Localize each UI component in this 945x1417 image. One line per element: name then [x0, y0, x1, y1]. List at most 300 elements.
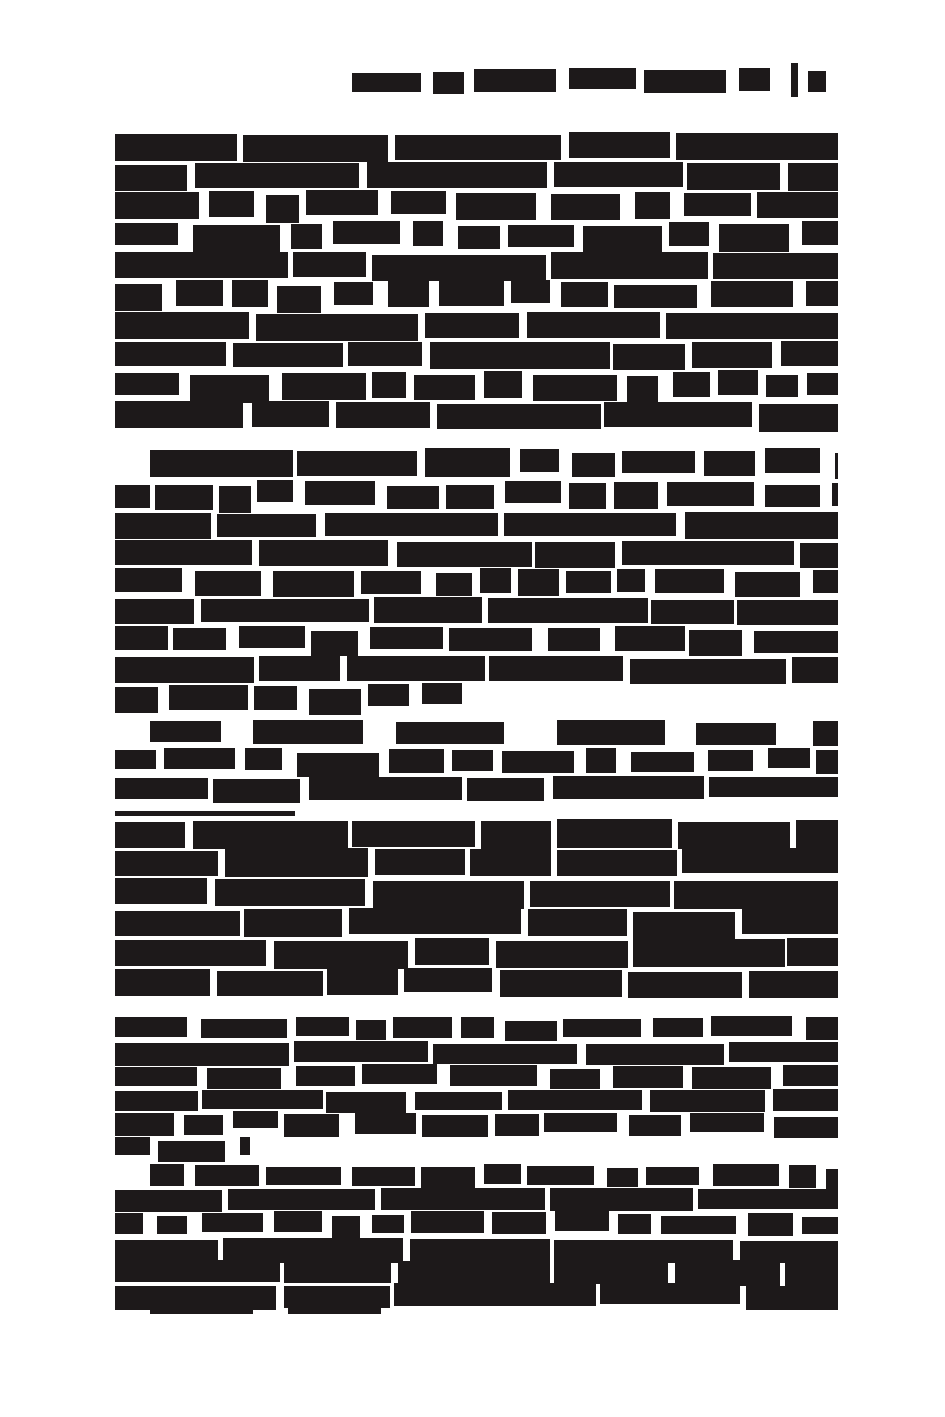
ink-segment	[373, 881, 524, 909]
ink-segment	[150, 450, 293, 477]
ink-segment	[684, 193, 751, 216]
ink-segment	[296, 1017, 349, 1036]
ink-segment	[334, 282, 373, 305]
ink-segment	[600, 1283, 740, 1304]
ink-segment	[673, 372, 710, 397]
body-paragraph-1-line-3	[115, 189, 838, 222]
ink-segment	[629, 1115, 681, 1136]
ink-segment	[685, 512, 838, 539]
ink-segment	[527, 312, 660, 338]
ink-segment	[508, 225, 574, 247]
ink-segment	[397, 542, 532, 567]
ink-segment	[327, 969, 398, 995]
ink-segment	[347, 656, 485, 681]
footnote-block-1-line-4	[115, 906, 838, 940]
ink-segment	[528, 909, 627, 936]
ink-segment	[631, 752, 694, 772]
ink-segment	[433, 1044, 577, 1064]
ink-segment	[297, 451, 417, 476]
ink-segment	[293, 252, 366, 277]
ink-segment	[244, 909, 342, 937]
ink-segment	[676, 133, 838, 160]
ink-segment	[115, 851, 218, 876]
ink-segment	[791, 63, 798, 97]
ink-segment	[614, 285, 697, 308]
ink-segment	[372, 372, 406, 398]
ink-segment	[551, 194, 620, 220]
header-divider-line-1	[791, 59, 798, 101]
ink-segment	[195, 571, 261, 596]
ink-segment	[422, 683, 462, 704]
page-number-line-1	[808, 67, 826, 96]
ink-segment	[768, 748, 810, 768]
ink-segment	[257, 480, 293, 502]
ink-segment	[422, 1115, 488, 1137]
ink-segment	[115, 342, 226, 366]
ink-segment	[282, 373, 366, 400]
ink-segment	[361, 571, 421, 594]
ink-segment	[115, 373, 179, 395]
ink-segment	[711, 1016, 792, 1036]
ink-segment	[355, 1113, 416, 1134]
ink-segment	[502, 751, 574, 773]
ink-segment	[240, 1137, 250, 1155]
ink-segment	[496, 941, 628, 968]
ink-segment	[757, 192, 838, 218]
body-paragraph-1-line-8	[115, 339, 838, 373]
body-paragraph-1-line-10	[115, 399, 838, 434]
ink-segment	[266, 1167, 341, 1185]
ink-segment	[789, 1165, 816, 1188]
ink-segment	[115, 1113, 174, 1136]
ink-segment	[480, 568, 511, 593]
ink-segment	[555, 1211, 609, 1231]
ink-segment	[802, 1217, 838, 1234]
ink-segment	[737, 600, 838, 625]
ink-segment	[788, 163, 838, 191]
ink-segment	[333, 221, 400, 244]
ink-segment	[115, 1137, 150, 1155]
ink-segment	[607, 1168, 638, 1187]
ink-segment	[692, 342, 772, 368]
ink-segment	[233, 1111, 278, 1128]
ink-segment	[176, 280, 223, 306]
ink-segment	[633, 912, 735, 939]
ink-segment	[115, 1190, 222, 1212]
ink-segment	[421, 1167, 475, 1188]
ink-segment	[425, 448, 510, 477]
ink-segment	[309, 689, 361, 715]
ink-segment	[193, 225, 280, 252]
ink-segment	[655, 569, 724, 593]
ink-segment	[808, 71, 826, 92]
ink-segment	[115, 969, 210, 996]
ink-segment	[646, 1167, 699, 1185]
body-paragraph-2-line-8	[115, 682, 462, 713]
ink-segment	[746, 1286, 838, 1310]
ink-segment	[273, 571, 354, 597]
ink-segment	[806, 281, 838, 306]
ink-segment	[739, 68, 770, 91]
ink-segment	[202, 1090, 323, 1109]
ink-segment	[305, 481, 375, 505]
ink-segment	[437, 404, 601, 429]
ink-segment	[201, 1019, 287, 1038]
ink-segment	[530, 881, 670, 907]
ink-segment	[650, 1090, 765, 1112]
ink-segment	[748, 1213, 793, 1236]
footnote-block-4-line-3	[115, 1210, 838, 1238]
ink-segment	[396, 722, 504, 744]
ink-segment	[586, 748, 616, 773]
ink-segment	[489, 656, 623, 681]
ink-segment	[115, 657, 254, 683]
ink-segment	[807, 373, 838, 395]
ink-segment	[813, 721, 838, 746]
ink-segment	[439, 281, 504, 306]
body-paragraph-1-line-4	[115, 219, 838, 252]
ink-segment	[458, 226, 500, 249]
ink-segment	[774, 1117, 838, 1138]
ink-segment	[766, 375, 798, 397]
ink-segment	[389, 749, 444, 773]
ink-segment	[232, 280, 268, 307]
ink-segment	[835, 453, 838, 479]
ink-segment	[245, 748, 282, 770]
ink-segment	[395, 135, 561, 160]
ink-segment	[614, 482, 658, 509]
ink-segment	[158, 1141, 225, 1162]
ink-segment	[115, 778, 208, 799]
ink-segment	[618, 1214, 651, 1234]
ink-segment	[613, 1066, 683, 1088]
ink-segment	[500, 970, 622, 997]
ink-segment	[436, 573, 472, 596]
ink-segment	[557, 850, 677, 876]
ink-segment	[225, 848, 368, 877]
ink-segment	[309, 777, 462, 800]
ink-segment	[381, 1188, 545, 1210]
body-paragraph-1-line-6	[115, 279, 838, 312]
ink-segment	[150, 1305, 253, 1314]
ink-segment	[781, 341, 838, 366]
body-paragraph-1-line-9	[115, 369, 838, 402]
ink-segment	[548, 628, 600, 651]
ink-segment	[254, 686, 297, 710]
ink-segment	[796, 820, 838, 848]
ink-segment	[450, 1065, 537, 1086]
ink-segment	[449, 628, 532, 651]
ink-segment	[729, 1042, 838, 1062]
ink-segment	[765, 448, 820, 473]
ink-segment	[713, 253, 838, 279]
ink-segment	[749, 971, 838, 998]
ink-segment	[617, 569, 645, 592]
ink-segment	[433, 72, 464, 94]
ink-segment	[259, 656, 340, 681]
ink-segment	[115, 540, 252, 565]
ink-segment	[404, 968, 492, 992]
ink-segment	[569, 483, 606, 509]
ink-segment	[173, 628, 226, 650]
ink-segment	[474, 69, 556, 92]
ink-segment	[520, 449, 559, 472]
ink-segment	[372, 255, 546, 281]
ink-segment	[554, 162, 683, 187]
ink-segment	[704, 451, 755, 476]
ink-segment	[115, 1017, 187, 1037]
ink-segment	[630, 659, 786, 684]
body-paragraph-2-line-4	[115, 566, 838, 598]
ink-segment	[415, 938, 489, 965]
ink-segment	[696, 723, 776, 745]
ink-segment	[633, 939, 785, 967]
ink-segment	[374, 597, 482, 623]
ink-segment	[615, 626, 685, 651]
ink-segment	[773, 1089, 838, 1111]
ink-segment	[687, 163, 780, 190]
ink-segment	[557, 819, 672, 848]
ink-segment	[367, 162, 547, 188]
ink-segment	[622, 541, 794, 565]
ink-segment	[488, 598, 648, 623]
ink-segment	[667, 482, 754, 506]
ink-segment	[735, 572, 800, 597]
ink-segment	[813, 570, 838, 593]
ink-segment	[195, 163, 359, 188]
ink-segment	[115, 513, 211, 539]
ink-segment	[169, 685, 248, 710]
ink-segment	[470, 849, 551, 876]
ink-segment	[783, 1065, 838, 1086]
ink-segment	[352, 1167, 415, 1186]
ink-segment	[325, 513, 498, 536]
ink-segment	[202, 1213, 263, 1232]
ink-segment	[759, 404, 838, 432]
ink-segment	[213, 779, 300, 803]
ink-segment	[115, 401, 243, 428]
ink-segment	[572, 453, 615, 477]
ink-segment	[115, 312, 249, 339]
ink-segment	[527, 1166, 594, 1185]
ink-segment	[787, 938, 838, 966]
ink-segment	[336, 402, 430, 428]
ink-segment	[228, 1189, 375, 1210]
ink-segment	[201, 599, 369, 622]
ink-segment	[296, 1066, 355, 1086]
ink-segment	[698, 1189, 838, 1209]
ink-segment	[387, 486, 439, 509]
ink-segment	[115, 284, 162, 311]
ink-segment	[511, 280, 550, 303]
ink-segment	[430, 342, 610, 369]
ink-segment	[348, 342, 422, 366]
ink-segment	[802, 221, 838, 245]
ink-segment	[644, 70, 726, 93]
ink-segment	[690, 1113, 764, 1132]
ink-segment	[332, 1216, 360, 1238]
ink-segment	[569, 68, 636, 89]
ink-segment	[294, 1041, 428, 1062]
ink-segment	[115, 822, 185, 848]
ink-segment	[661, 1216, 736, 1234]
ink-segment	[157, 1216, 187, 1234]
ink-segment	[115, 192, 199, 219]
ink-segment	[115, 568, 182, 592]
ink-segment	[411, 1211, 484, 1233]
ink-segment	[217, 514, 316, 537]
ink-segment	[533, 375, 617, 401]
ink-segment	[115, 165, 187, 191]
ink-segment	[622, 451, 695, 473]
ink-segment	[394, 1283, 596, 1306]
ink-segment	[467, 778, 544, 801]
ink-segment	[604, 402, 752, 427]
ink-segment	[425, 313, 519, 338]
ink-segment	[209, 191, 254, 217]
ink-segment	[719, 224, 789, 252]
footnote-block-5-line-4	[150, 1300, 420, 1318]
ink-segment	[651, 600, 734, 624]
body-paragraph-3-line-2	[115, 746, 838, 776]
ink-segment	[456, 193, 536, 220]
body-paragraph-1-line-5	[115, 249, 838, 283]
ink-segment	[193, 821, 348, 849]
ink-segment	[370, 627, 443, 649]
ink-segment	[415, 1092, 502, 1110]
ink-segment	[115, 1091, 198, 1111]
ink-segment	[742, 909, 838, 934]
ink-segment	[155, 485, 213, 510]
ink-segment	[115, 134, 237, 161]
ink-segment	[115, 750, 156, 769]
ink-segment	[484, 371, 522, 398]
ink-segment	[653, 1018, 703, 1037]
ink-segment	[252, 401, 329, 427]
ink-segment	[765, 485, 820, 507]
footnote-block-1-line-6	[115, 966, 838, 1000]
ink-segment	[553, 776, 704, 799]
ink-segment	[484, 1164, 521, 1184]
ink-segment	[832, 483, 838, 506]
section-heading-line-1	[150, 446, 510, 479]
ink-segment	[713, 1164, 779, 1186]
section-heading-line-2	[520, 447, 838, 478]
ink-segment	[356, 1020, 386, 1040]
ink-segment	[115, 1213, 143, 1234]
ink-segment	[666, 313, 838, 339]
ink-segment	[628, 972, 742, 998]
ink-segment	[754, 631, 838, 653]
ink-segment	[291, 224, 322, 249]
ink-segment	[352, 73, 421, 92]
body-paragraph-3-line-1	[150, 718, 838, 749]
body-paragraph-2-line-6	[115, 624, 838, 656]
ink-segment	[792, 657, 838, 683]
ink-segment	[551, 252, 708, 279]
ink-segment	[461, 1017, 494, 1038]
ink-segment	[816, 750, 838, 774]
ink-segment	[217, 971, 323, 996]
ink-segment	[413, 221, 443, 246]
ink-segment	[184, 1115, 223, 1135]
ink-segment	[508, 1090, 642, 1110]
ink-segment	[368, 684, 409, 706]
ink-segment	[535, 542, 615, 568]
body-paragraph-1-line-1	[115, 129, 838, 163]
ink-segment	[115, 1067, 197, 1086]
ink-segment	[544, 1113, 617, 1132]
ink-segment	[446, 485, 494, 509]
ink-segment	[711, 281, 793, 307]
ink-segment	[115, 687, 158, 713]
ink-segment	[362, 1064, 437, 1084]
ink-segment	[391, 191, 446, 214]
ink-segment	[678, 822, 790, 849]
ink-segment	[504, 513, 676, 536]
ink-segment	[115, 940, 266, 966]
ink-segment	[635, 192, 670, 219]
ink-segment	[718, 370, 758, 395]
ink-segment	[259, 540, 388, 566]
ink-segment	[550, 1188, 693, 1211]
ink-segment	[414, 375, 475, 400]
ink-segment	[150, 721, 221, 742]
ink-segment	[164, 748, 235, 769]
ink-segment	[195, 1165, 259, 1186]
ink-segment	[708, 750, 753, 771]
ink-segment	[682, 848, 838, 873]
ink-segment	[569, 132, 670, 158]
ink-segment	[306, 190, 378, 215]
ink-segment	[115, 252, 288, 278]
ink-segment	[452, 750, 493, 771]
ink-segment	[566, 571, 611, 593]
ink-segment	[253, 720, 363, 744]
body-paragraph-2-line-1	[115, 479, 838, 511]
ink-segment	[215, 879, 365, 906]
ink-segment	[495, 1114, 539, 1136]
ink-segment	[115, 626, 168, 650]
footnote-block-3-line-3	[115, 1134, 250, 1162]
ink-segment	[115, 1260, 280, 1282]
ink-segment	[674, 881, 838, 909]
ink-segment	[561, 282, 608, 307]
ink-segment	[613, 344, 685, 370]
ink-segment	[388, 281, 429, 307]
ink-segment	[274, 1211, 322, 1232]
ink-segment	[557, 720, 665, 745]
ink-segment	[563, 1019, 641, 1037]
ink-segment	[115, 878, 207, 904]
body-paragraph-1-line-2	[115, 159, 838, 193]
ink-segment	[233, 343, 343, 367]
ink-segment	[806, 1017, 838, 1040]
ink-segment	[505, 481, 561, 503]
ink-segment	[800, 543, 838, 568]
ink-segment	[115, 911, 240, 936]
ink-segment	[709, 777, 838, 797]
ink-segment	[288, 1305, 381, 1314]
ink-segment	[243, 135, 388, 162]
ink-segment	[372, 1215, 404, 1233]
running-title-line-1	[352, 67, 770, 96]
ink-segment	[115, 599, 194, 624]
ink-segment	[393, 1017, 452, 1038]
body-paragraph-1-line-7	[115, 309, 838, 343]
ink-segment	[349, 908, 521, 934]
ink-segment	[150, 1164, 184, 1186]
